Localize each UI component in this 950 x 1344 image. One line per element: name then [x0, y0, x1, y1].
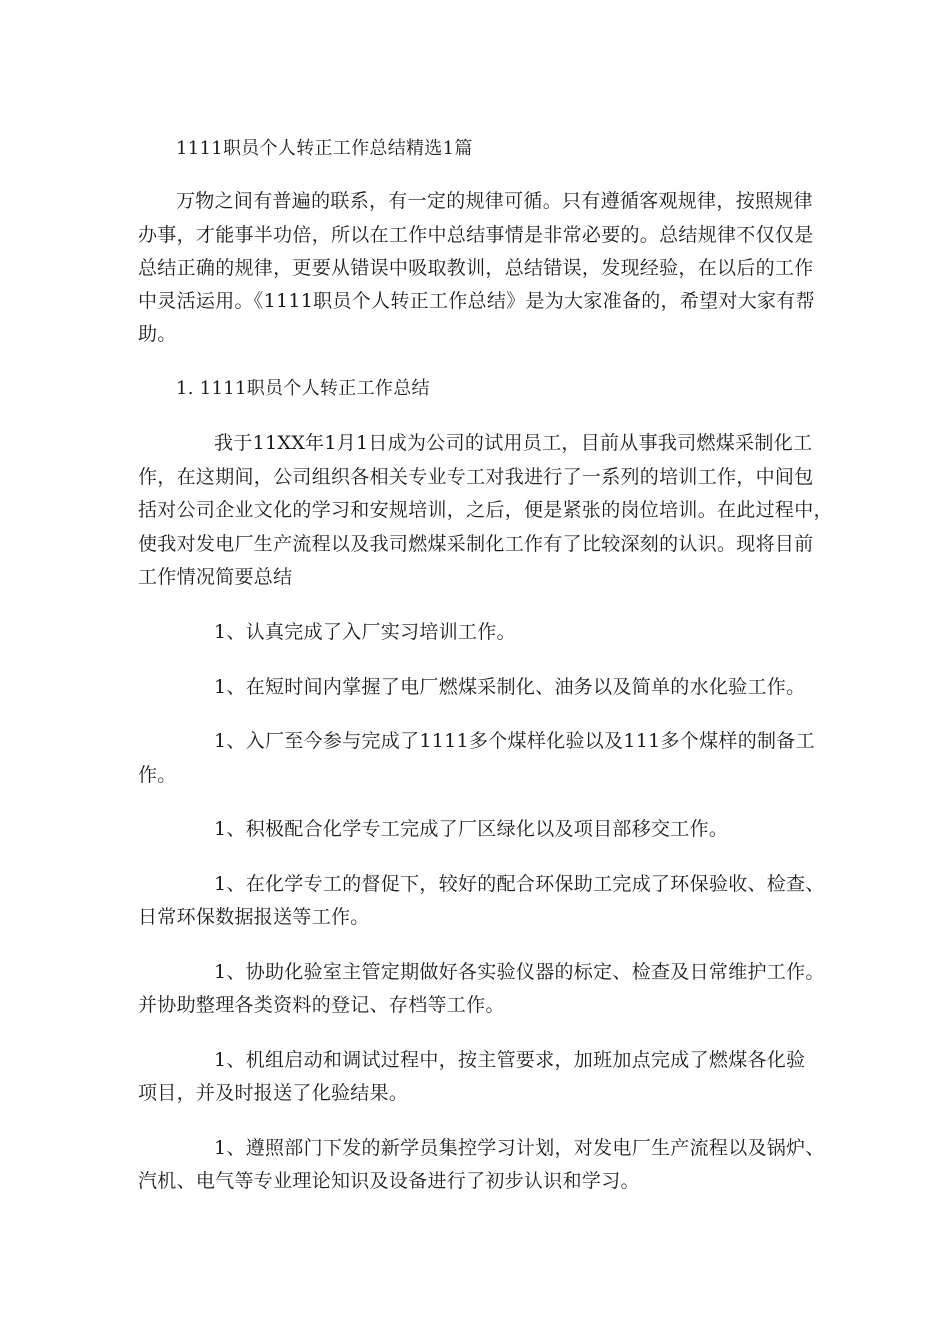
body-line: 括对公司企业文化的学习和安规培训，之后，便是紧张的岗位培训。在此过程中，: [138, 499, 833, 521]
intro-line: 办事，才能事半功倍，所以在工作中总结事情是非常必要的。总结规律不仅仅是: [138, 224, 814, 246]
list-item: 1、认真完成了入厂实习培训工作。: [214, 621, 516, 643]
list-item-continuation: 并协助整理各类资料的登记、存档等工作。: [138, 994, 505, 1016]
list-item: 1、机组启动和调试过程中，按主管要求，加班加点完成了燃煤各化验: [214, 1049, 806, 1071]
list-item: 1、在短时间内掌握了电厂燃煤采制化、油务以及简单的水化验工作。: [214, 676, 806, 698]
body-line: 工作情况简要总结: [138, 566, 293, 588]
document-title: 1111职员个人转正工作总结精选1篇: [176, 138, 473, 159]
intro-line: 总结正确的规律，更要从错误中吸取教训，总结错误，发现经验，在以后的工作: [138, 257, 814, 279]
intro-line: 中灵活运用。《1111职员个人转正工作总结》是为大家准备的，希望对大家有帮: [138, 290, 815, 312]
list-item-continuation: 日常环保数据报送等工作。: [138, 906, 370, 928]
body-line: 使我对发电厂生产流程以及我司燃煤采制化工作有了比较深刻的认识。现将目前: [138, 533, 814, 555]
list-item: 1、协助化验室主管定期做好各实验仪器的标定、检查及日常维护工作。: [214, 961, 825, 983]
list-item-continuation: 项目，并及时报送了化验结果。: [138, 1082, 409, 1104]
list-item: 1、遵照部门下发的新学员集控学习计划，对发电厂生产流程以及锅炉、: [214, 1137, 825, 1159]
section-heading: 1. 1111职员个人转正工作总结: [176, 378, 430, 399]
list-item: 1、积极配合化学专工完成了厂区绿化以及项目部移交工作。: [214, 818, 729, 840]
list-item: 1、入厂至今参与完成了1111多个煤样化验以及111多个煤样的制备工: [214, 730, 815, 752]
body-line: 作，在这期间，公司组织各相关专业专工对我进行了一系列的培训工作，中间包: [138, 466, 814, 488]
body-line: 我于11XX年1月1日成为公司的试用员工，目前从事我司燃煤采制化工: [214, 432, 813, 454]
list-item-continuation: 汽机、电气等专业理论知识及设备进行了初步认识和学习。: [138, 1170, 640, 1192]
intro-line: 万物之间有普遍的联系，有一定的规律可循。只有遵循客观规律，按照规律: [176, 190, 813, 212]
list-item: 1、在化学专工的督促下，较好的配合环保助工完成了环保验收、检查、: [214, 873, 825, 895]
list-item-continuation: 作。: [138, 764, 177, 786]
intro-line: 助。: [138, 323, 177, 345]
